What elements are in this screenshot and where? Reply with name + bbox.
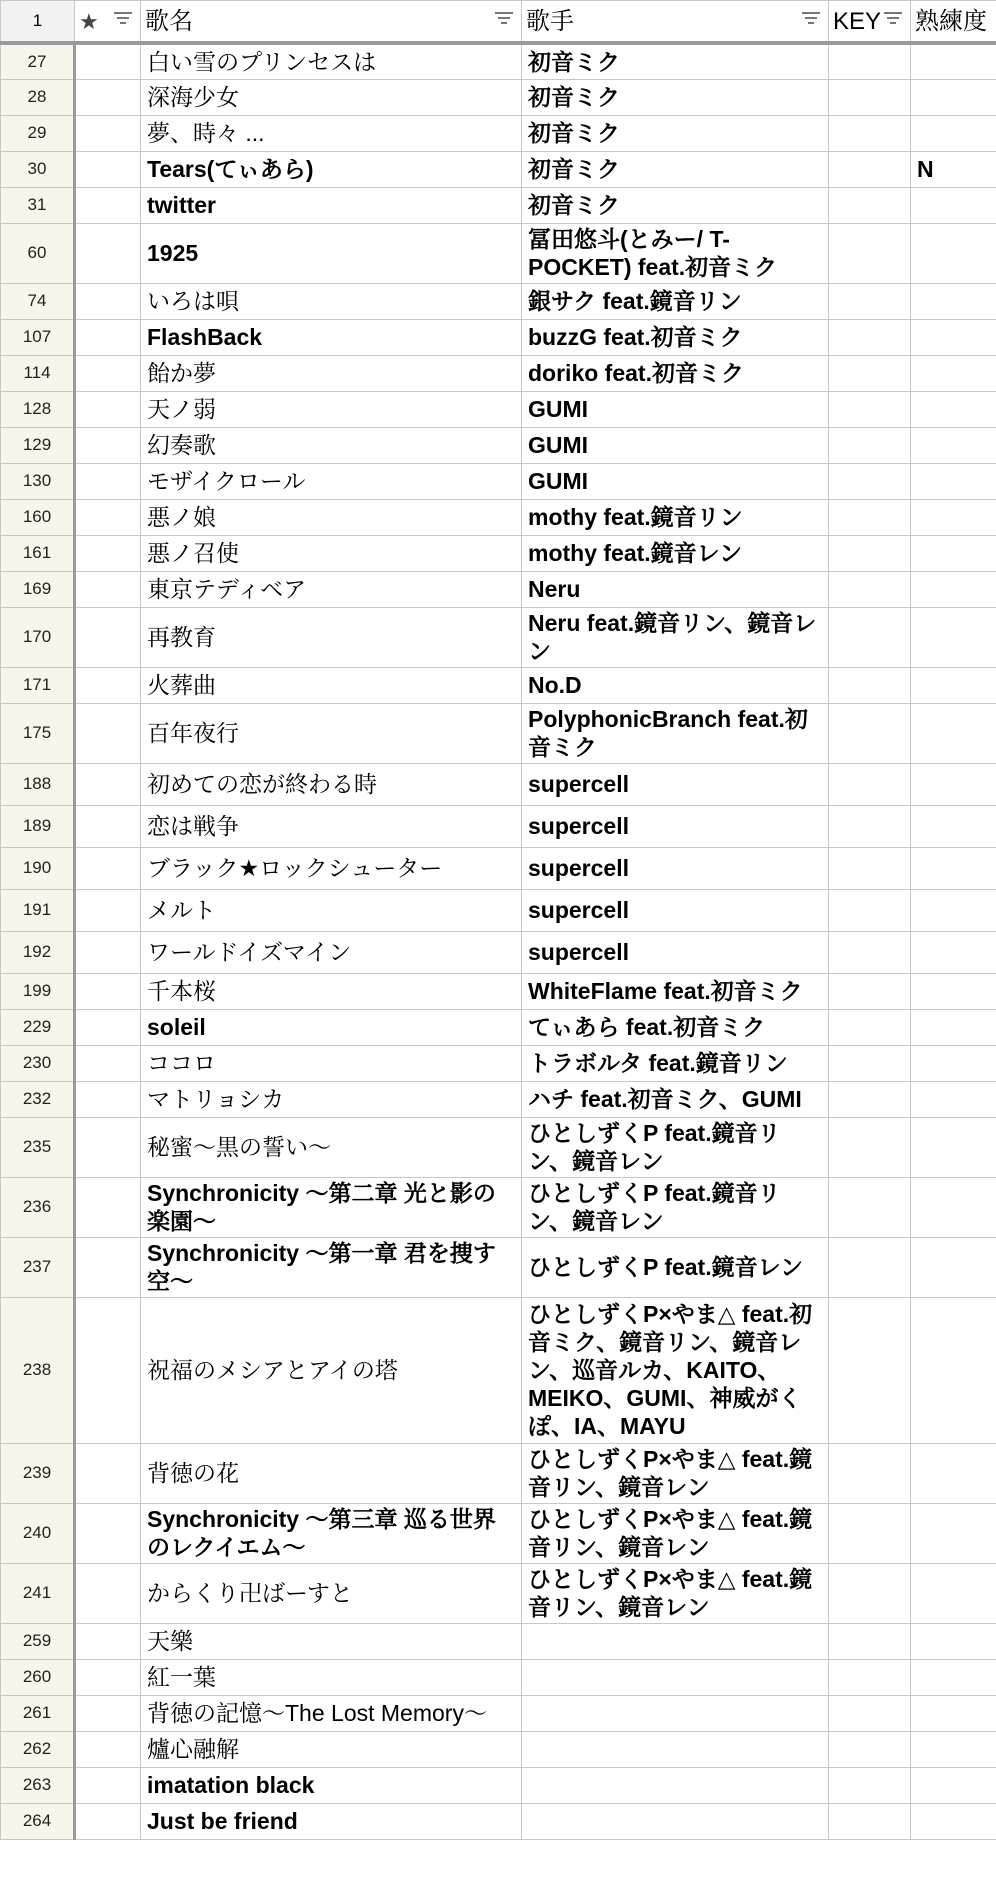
star-cell[interactable] (75, 1563, 141, 1623)
key-cell[interactable] (829, 571, 911, 607)
row-number-cell[interactable]: 170 (1, 607, 75, 667)
star-cell[interactable] (75, 151, 141, 187)
row-number-cell[interactable]: 128 (1, 391, 75, 427)
song-cell[interactable]: ブラック★ロックシューター (141, 847, 522, 889)
table-row (1, 763, 996, 805)
star-cell[interactable] (75, 535, 141, 571)
column-header-key[interactable] (829, 1, 911, 44)
table-row (1, 1045, 996, 1081)
skill-cell[interactable] (911, 1117, 996, 1177)
column-header-song[interactable] (141, 1, 522, 44)
song-cell[interactable]: 幻奏歌 (141, 427, 522, 463)
skill-cell[interactable] (911, 427, 996, 463)
song-cell[interactable]: 飴か夢 (141, 355, 522, 391)
artist-cell[interactable]: てぃあら feat.初音ミク (522, 1009, 829, 1045)
table-row (1, 1659, 996, 1695)
row-number-cell[interactable]: 263 (1, 1767, 75, 1803)
song-cell[interactable]: ワールドイズマイン (141, 931, 522, 973)
skill-cell[interactable] (911, 1623, 996, 1659)
skill-cell[interactable] (911, 223, 996, 283)
key-cell[interactable] (829, 847, 911, 889)
skill-cell[interactable] (911, 667, 996, 703)
key-cell[interactable] (829, 667, 911, 703)
row-number-cell[interactable]: 114 (1, 355, 75, 391)
row-number-cell[interactable]: 30 (1, 151, 75, 187)
song-cell[interactable]: いろは唄 (141, 283, 522, 319)
star-cell[interactable] (75, 1045, 141, 1081)
star-cell[interactable] (75, 43, 141, 79)
song-cell[interactable]: 初めての恋が終わる時 (141, 763, 522, 805)
key-cell[interactable] (829, 1563, 911, 1623)
artist-cell[interactable]: doriko feat.初音ミク (522, 355, 829, 391)
star-cell[interactable] (75, 847, 141, 889)
key-cell[interactable] (829, 931, 911, 973)
header-row (1, 1, 996, 44)
column-label-song: 歌名 (145, 7, 193, 35)
row-number-cell[interactable]: 237 (1, 1237, 75, 1297)
row-number-cell[interactable]: 74 (1, 283, 75, 319)
key-cell[interactable] (829, 1081, 911, 1117)
artist-cell[interactable]: mothy feat.鏡音レン (522, 535, 829, 571)
song-cell[interactable]: 火葬曲 (141, 667, 522, 703)
row-header-1[interactable]: 1 (1, 1, 75, 44)
artist-cell[interactable]: GUMI (522, 391, 829, 427)
table-row (1, 1443, 996, 1503)
table-row (1, 571, 996, 607)
star-cell[interactable] (75, 1117, 141, 1177)
artist-cell[interactable]: supercell (522, 763, 829, 805)
artist-cell[interactable]: mothy feat.鏡音リン (522, 499, 829, 535)
row-number-cell[interactable]: 28 (1, 79, 75, 115)
key-cell[interactable] (829, 187, 911, 223)
row-number-cell[interactable]: 260 (1, 1659, 75, 1695)
skill-cell[interactable] (911, 1803, 996, 1839)
key-cell[interactable] (829, 283, 911, 319)
table-row (1, 79, 996, 115)
star-cell[interactable] (75, 499, 141, 535)
row-number-cell[interactable]: 236 (1, 1177, 75, 1237)
artist-cell[interactable]: 冨田悠斗(とみー/ T-POCKET) feat.初音ミク (522, 223, 829, 283)
skill-cell[interactable] (911, 187, 996, 223)
star-cell[interactable] (75, 223, 141, 283)
table-row (1, 223, 996, 283)
skill-cell[interactable] (911, 847, 996, 889)
artist-cell[interactable]: 銀サク feat.鏡音リン (522, 283, 829, 319)
column-label-skill: 熟練度 (915, 7, 987, 35)
skill-cell[interactable] (911, 1503, 996, 1563)
star-cell[interactable] (75, 1695, 141, 1731)
song-cell[interactable]: 1925 (141, 223, 522, 283)
artist-cell[interactable]: PolyphonicBranch feat.初音ミク (522, 703, 829, 763)
key-cell[interactable] (829, 391, 911, 427)
artist-cell[interactable] (522, 1767, 829, 1803)
key-cell[interactable] (829, 115, 911, 151)
row-number-cell[interactable]: 27 (1, 43, 75, 79)
skill-cell[interactable] (911, 1767, 996, 1803)
row-number-cell[interactable]: 262 (1, 1731, 75, 1767)
table-row (1, 973, 996, 1009)
table-row (1, 463, 996, 499)
table-row (1, 187, 996, 223)
song-cell[interactable]: マトリョシカ (141, 1081, 522, 1117)
table-row (1, 847, 996, 889)
row-number-cell[interactable]: 259 (1, 1623, 75, 1659)
artist-cell[interactable]: ひとしずくP feat.鏡音リン、鏡音レン (522, 1117, 829, 1177)
song-cell[interactable]: soleil (141, 1009, 522, 1045)
star-cell[interactable] (75, 187, 141, 223)
table-row (1, 1503, 996, 1563)
key-cell[interactable] (829, 1297, 911, 1443)
artist-cell[interactable]: ひとしずくP×やま△ feat.鏡音リン、鏡音レン (522, 1503, 829, 1563)
artist-cell[interactable]: 初音ミク (522, 79, 829, 115)
key-cell[interactable] (829, 1009, 911, 1045)
star-cell[interactable] (75, 1081, 141, 1117)
song-cell[interactable]: 天樂 (141, 1623, 522, 1659)
star-cell[interactable] (75, 283, 141, 319)
song-cell[interactable]: 東京テディベア (141, 571, 522, 607)
artist-cell[interactable]: ハチ feat.初音ミク、GUMI (522, 1081, 829, 1117)
key-cell[interactable] (829, 463, 911, 499)
table-row (1, 703, 996, 763)
row-number-cell[interactable]: 261 (1, 1695, 75, 1731)
key-cell[interactable] (829, 703, 911, 763)
row-number-cell[interactable]: 175 (1, 703, 75, 763)
artist-cell[interactable]: ひとしずくP×やま△ feat.鏡音リン、鏡音レン (522, 1563, 829, 1623)
table-row (1, 1081, 996, 1117)
song-cell[interactable]: 夢、時々 ... (141, 115, 522, 151)
table-row (1, 427, 996, 463)
song-cell[interactable]: Synchronicity 〜第三章 巡る世界のレクイエム〜 (141, 1503, 522, 1563)
row-number-cell[interactable]: 235 (1, 1117, 75, 1177)
skill-cell[interactable] (911, 931, 996, 973)
artist-cell[interactable]: GUMI (522, 463, 829, 499)
skill-cell[interactable] (911, 79, 996, 115)
star-icon: ★ (79, 8, 99, 34)
star-cell[interactable] (75, 355, 141, 391)
column-header-artist[interactable] (522, 1, 829, 44)
star-cell[interactable] (75, 1623, 141, 1659)
skill-cell[interactable] (911, 1443, 996, 1503)
table-row (1, 1563, 996, 1623)
star-cell[interactable] (75, 427, 141, 463)
song-cell[interactable]: ココロ (141, 1045, 522, 1081)
key-cell[interactable] (829, 535, 911, 571)
table-row (1, 889, 996, 931)
row-number-cell[interactable]: 264 (1, 1803, 75, 1839)
star-cell[interactable] (75, 667, 141, 703)
song-cell[interactable]: Tears(てぃあら) (141, 151, 522, 187)
artist-cell[interactable] (522, 1731, 829, 1767)
row-number-cell[interactable]: 199 (1, 973, 75, 1009)
artist-cell[interactable]: 初音ミク (522, 115, 829, 151)
key-cell[interactable] (829, 1177, 911, 1237)
star-cell[interactable] (75, 1803, 141, 1839)
artist-cell[interactable]: ひとしずくP×やま△ feat.初音ミク、鏡音リン、鏡音レン、巡音ルカ、KAITO、MEIKO、GUMI、神威がくぽ、IA、MAYU (522, 1297, 829, 1443)
star-cell[interactable] (75, 889, 141, 931)
artist-cell[interactable]: ひとしずくP feat.鏡音リン、鏡音レン (522, 1177, 829, 1237)
table-row (1, 1237, 996, 1297)
artist-cell[interactable]: Neru (522, 571, 829, 607)
table-row (1, 535, 996, 571)
song-cell[interactable]: メルト (141, 889, 522, 931)
star-cell[interactable] (75, 703, 141, 763)
skill-cell[interactable] (911, 973, 996, 1009)
key-cell[interactable] (829, 79, 911, 115)
row-number-cell[interactable]: 240 (1, 1503, 75, 1563)
song-cell[interactable]: 天ノ弱 (141, 391, 522, 427)
song-cell[interactable]: からくり卍ばーすと (141, 1563, 522, 1623)
key-cell[interactable] (829, 1803, 911, 1839)
song-cell[interactable]: 紅一葉 (141, 1659, 522, 1695)
skill-cell[interactable] (911, 1045, 996, 1081)
star-cell[interactable] (75, 1297, 141, 1443)
artist-cell[interactable]: supercell (522, 805, 829, 847)
song-cell[interactable]: 再教育 (141, 607, 522, 667)
skill-cell[interactable] (911, 1081, 996, 1117)
star-cell[interactable] (75, 1503, 141, 1563)
skill-cell[interactable] (911, 805, 996, 847)
row-number-cell[interactable]: 188 (1, 763, 75, 805)
song-cell[interactable]: 白い雪のプリンセスは (141, 43, 522, 79)
star-cell[interactable] (75, 391, 141, 427)
row-number-cell[interactable]: 107 (1, 319, 75, 355)
song-cell[interactable]: 背徳の花 (141, 1443, 522, 1503)
skill-cell[interactable] (911, 1731, 996, 1767)
table-row (1, 391, 996, 427)
key-cell[interactable] (829, 1503, 911, 1563)
song-cell[interactable]: Just be friend (141, 1803, 522, 1839)
key-cell[interactable] (829, 1695, 911, 1731)
song-cell[interactable]: twitter (141, 187, 522, 223)
skill-cell[interactable]: N (911, 151, 996, 187)
row-number-cell[interactable]: 232 (1, 1081, 75, 1117)
key-cell[interactable] (829, 1767, 911, 1803)
star-cell[interactable] (75, 115, 141, 151)
table-row (1, 1177, 996, 1237)
key-cell[interactable] (829, 355, 911, 391)
key-cell[interactable] (829, 607, 911, 667)
column-header-star[interactable] (75, 1, 141, 44)
skill-cell[interactable] (911, 1659, 996, 1695)
song-cell[interactable]: モザイクロール (141, 463, 522, 499)
table-row (1, 1117, 996, 1177)
skill-cell[interactable] (911, 607, 996, 667)
skill-cell[interactable] (911, 115, 996, 151)
skill-cell[interactable] (911, 1237, 996, 1297)
key-cell[interactable] (829, 1659, 911, 1695)
skill-cell[interactable] (911, 499, 996, 535)
table-row (1, 1767, 996, 1803)
artist-cell[interactable]: トラボルタ feat.鏡音リン (522, 1045, 829, 1081)
song-cell[interactable]: FlashBack (141, 319, 522, 355)
table-row (1, 151, 996, 187)
table-row (1, 1623, 996, 1659)
star-cell[interactable] (75, 1731, 141, 1767)
skill-cell[interactable] (911, 763, 996, 805)
star-cell[interactable] (75, 1659, 141, 1695)
artist-cell[interactable]: No.D (522, 667, 829, 703)
artist-cell[interactable]: 初音ミク (522, 43, 829, 79)
row-number-cell[interactable]: 191 (1, 889, 75, 931)
table-row (1, 805, 996, 847)
star-cell[interactable] (75, 463, 141, 499)
star-cell[interactable] (75, 607, 141, 667)
star-cell[interactable] (75, 1237, 141, 1297)
row-number-cell[interactable]: 169 (1, 571, 75, 607)
star-cell[interactable] (75, 1009, 141, 1045)
skill-cell[interactable] (911, 703, 996, 763)
row-number-cell[interactable]: 60 (1, 223, 75, 283)
key-cell[interactable] (829, 1623, 911, 1659)
artist-cell[interactable]: GUMI (522, 427, 829, 463)
key-cell[interactable] (829, 1443, 911, 1503)
artist-cell[interactable] (522, 1659, 829, 1695)
key-cell[interactable] (829, 151, 911, 187)
artist-cell[interactable] (522, 1803, 829, 1839)
artist-cell[interactable]: supercell (522, 889, 829, 931)
song-cell[interactable]: 悪ノ娘 (141, 499, 522, 535)
table-row (1, 499, 996, 535)
row-number-cell[interactable]: 230 (1, 1045, 75, 1081)
filter-icon[interactable] (884, 12, 902, 26)
artist-cell[interactable]: supercell (522, 847, 829, 889)
key-cell[interactable] (829, 427, 911, 463)
song-cell[interactable]: Synchronicity 〜第二章 光と影の楽園〜 (141, 1177, 522, 1237)
skill-cell[interactable] (911, 1563, 996, 1623)
artist-cell[interactable] (522, 1695, 829, 1731)
song-cell[interactable]: Synchronicity 〜第一章 君を捜す空〜 (141, 1237, 522, 1297)
key-cell[interactable] (829, 319, 911, 355)
key-cell[interactable] (829, 43, 911, 79)
song-cell[interactable]: 恋は戦争 (141, 805, 522, 847)
key-cell[interactable] (829, 1237, 911, 1297)
skill-cell[interactable] (911, 1695, 996, 1731)
column-label-key: KEY (833, 7, 882, 35)
star-cell[interactable] (75, 1177, 141, 1237)
key-cell[interactable] (829, 1731, 911, 1767)
key-cell[interactable] (829, 763, 911, 805)
artist-cell[interactable]: 初音ミク (522, 151, 829, 187)
key-cell[interactable] (829, 223, 911, 283)
skill-cell[interactable] (911, 463, 996, 499)
skill-cell[interactable] (911, 43, 996, 79)
song-cell[interactable]: 爐心融解 (141, 1731, 522, 1767)
row-number-cell[interactable]: 190 (1, 847, 75, 889)
table-row (1, 43, 996, 79)
song-cell[interactable]: 千本桜 (141, 973, 522, 1009)
skill-cell[interactable] (911, 889, 996, 931)
row-number-cell[interactable]: 171 (1, 667, 75, 703)
skill-cell[interactable] (911, 1297, 996, 1443)
song-cell[interactable]: 悪ノ召使 (141, 535, 522, 571)
column-header-skill[interactable] (911, 1, 996, 44)
table-row (1, 1803, 996, 1839)
artist-cell[interactable]: WhiteFlame feat.初音ミク (522, 973, 829, 1009)
skill-cell[interactable] (911, 283, 996, 319)
row-number-cell[interactable]: 130 (1, 463, 75, 499)
row-number-cell[interactable]: 238 (1, 1297, 75, 1443)
skill-cell[interactable] (911, 355, 996, 391)
artist-cell[interactable]: ひとしずくP feat.鏡音レン (522, 1237, 829, 1297)
key-cell[interactable] (829, 805, 911, 847)
table-row (1, 1731, 996, 1767)
row-number-cell[interactable]: 241 (1, 1563, 75, 1623)
table-row (1, 931, 996, 973)
star-cell[interactable] (75, 79, 141, 115)
song-cell[interactable]: 深海少女 (141, 79, 522, 115)
table-row (1, 115, 996, 151)
table-row (1, 355, 996, 391)
artist-cell[interactable]: supercell (522, 931, 829, 973)
table-row (1, 1695, 996, 1731)
row-number-cell[interactable]: 160 (1, 499, 75, 535)
table-row (1, 283, 996, 319)
skill-cell[interactable] (911, 535, 996, 571)
table-row (1, 1297, 996, 1443)
key-cell[interactable] (829, 889, 911, 931)
star-cell[interactable] (75, 571, 141, 607)
artist-cell[interactable] (522, 1623, 829, 1659)
filter-icon[interactable] (802, 12, 820, 26)
column-label-artist: 歌手 (526, 7, 574, 35)
star-cell[interactable] (75, 805, 141, 847)
key-cell[interactable] (829, 499, 911, 535)
table-row (1, 667, 996, 703)
song-cell[interactable]: 百年夜行 (141, 703, 522, 763)
artist-cell[interactable]: ひとしずくP×やま△ feat.鏡音リン、鏡音レン (522, 1443, 829, 1503)
key-cell[interactable] (829, 1117, 911, 1177)
table-row (1, 1009, 996, 1045)
key-cell[interactable] (829, 973, 911, 1009)
artist-cell[interactable]: 初音ミク (522, 187, 829, 223)
star-cell[interactable] (75, 1443, 141, 1503)
skill-cell[interactable] (911, 1009, 996, 1045)
song-cell[interactable]: 秘蜜〜黒の誓い〜 (141, 1117, 522, 1177)
star-cell[interactable] (75, 1767, 141, 1803)
row-number-cell[interactable]: 192 (1, 931, 75, 973)
table-row (1, 319, 996, 355)
row-number-cell[interactable]: 161 (1, 535, 75, 571)
skill-cell[interactable] (911, 571, 996, 607)
filter-icon[interactable] (114, 12, 132, 26)
row-number-cell[interactable]: 189 (1, 805, 75, 847)
skill-cell[interactable] (911, 391, 996, 427)
row-number-cell[interactable]: 29 (1, 115, 75, 151)
star-cell[interactable] (75, 319, 141, 355)
skill-cell[interactable] (911, 1177, 996, 1237)
star-cell[interactable] (75, 763, 141, 805)
row-number-cell[interactable]: 239 (1, 1443, 75, 1503)
row-number-cell[interactable]: 229 (1, 1009, 75, 1045)
skill-cell[interactable] (911, 319, 996, 355)
song-cell[interactable]: 祝福のメシアとアイの塔 (141, 1297, 522, 1443)
row-number-cell[interactable]: 129 (1, 427, 75, 463)
star-cell[interactable] (75, 973, 141, 1009)
filter-icon[interactable] (495, 12, 513, 26)
song-cell[interactable]: 背徳の記憶〜The Lost Memory〜 (141, 1695, 522, 1731)
artist-cell[interactable]: buzzG feat.初音ミク (522, 319, 829, 355)
star-cell[interactable] (75, 931, 141, 973)
table-row (1, 607, 996, 667)
key-cell[interactable] (829, 1045, 911, 1081)
artist-cell[interactable]: Neru feat.鏡音リン、鏡音レン (522, 607, 829, 667)
row-number-cell[interactable]: 31 (1, 187, 75, 223)
table-body (1, 43, 996, 1839)
song-cell[interactable]: imatation black (141, 1767, 522, 1803)
